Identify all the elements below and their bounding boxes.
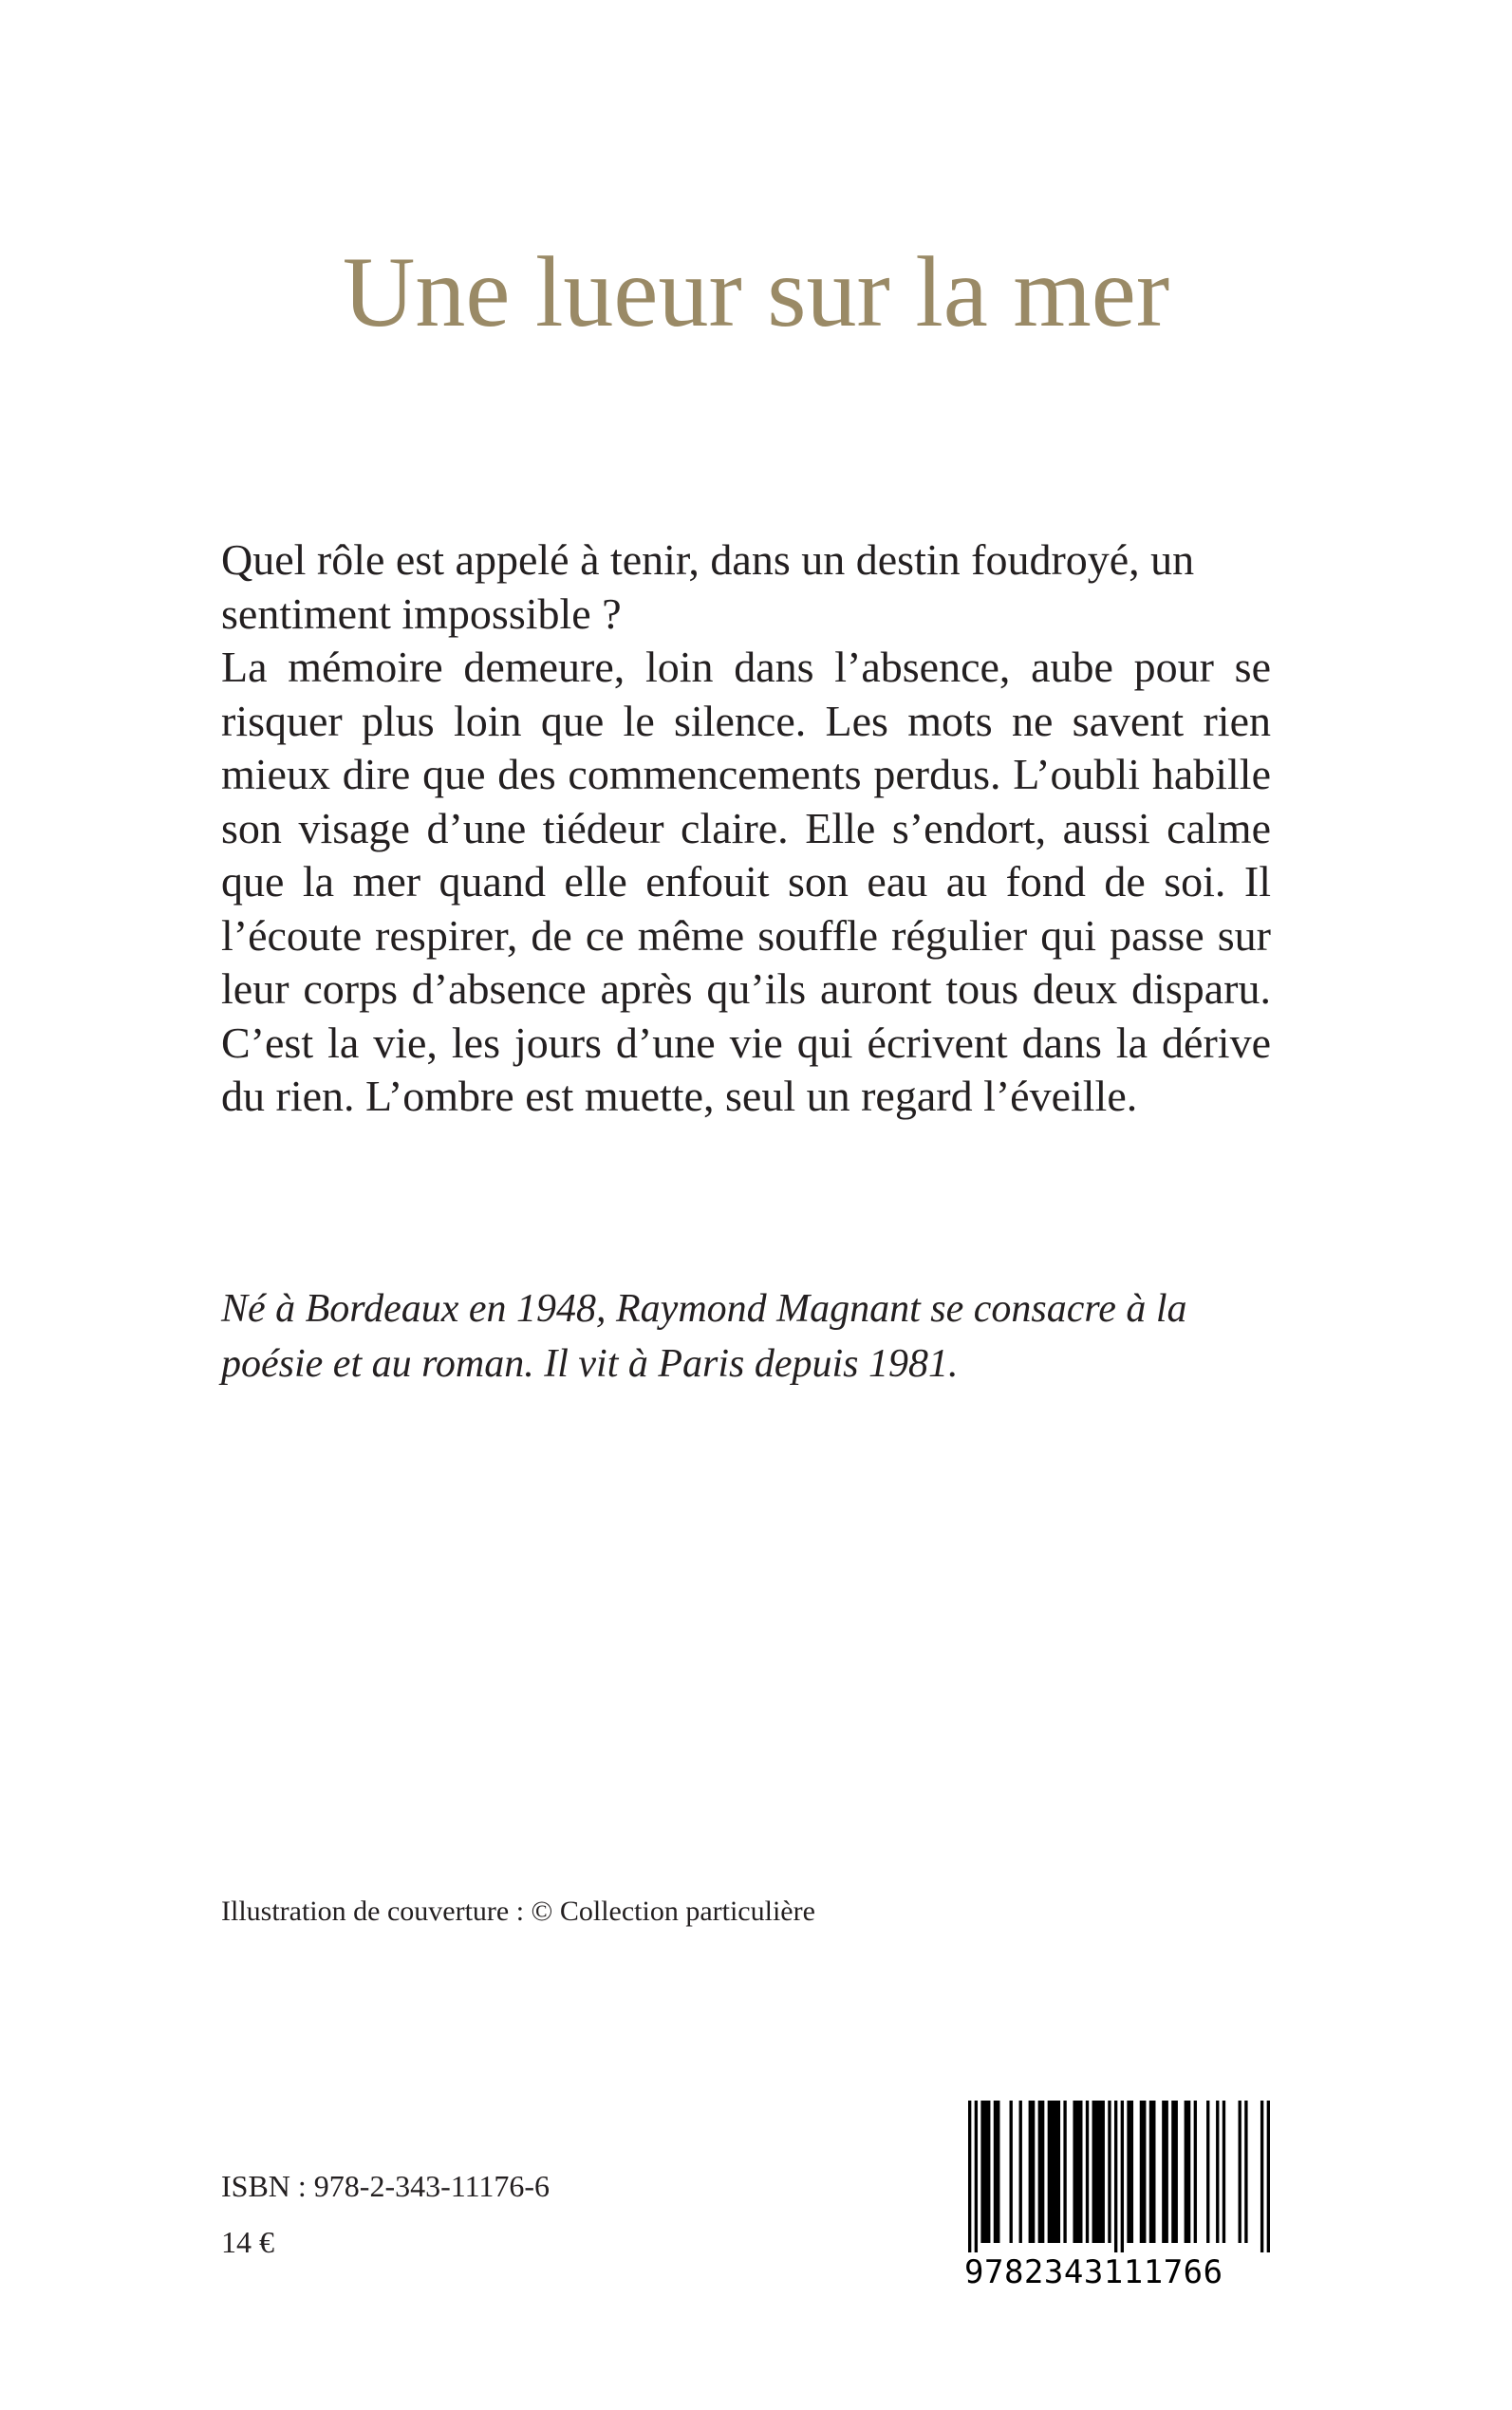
barcode-bar (1239, 2101, 1241, 2243)
barcode-bar (1140, 2101, 1147, 2243)
back-cover-blurb (221, 533, 1271, 1124)
barcode-bar (1010, 2101, 1013, 2243)
barcode-bar (1121, 2101, 1124, 2252)
barcode-bar (1086, 2101, 1089, 2243)
cover-illustration-credit: Illustration de couverture : © Collection particulière (221, 1896, 815, 1927)
isbn-label: ISBN : 978-2-343-11176-6 (221, 2169, 551, 2203)
barcode-bar (1063, 2101, 1066, 2243)
barcode-bar (1260, 2101, 1263, 2252)
barcode-bar (1162, 2101, 1168, 2243)
barcode-bar (1019, 2101, 1022, 2243)
barcode-bar (1029, 2101, 1036, 2243)
barcode-bar (1149, 2101, 1156, 2243)
barcode-bar (1185, 2101, 1191, 2243)
barcode-bar (1092, 2101, 1105, 2243)
barcode-bar (1073, 2101, 1082, 2243)
barcode-bar (1048, 2101, 1060, 2243)
barcode-bar (1267, 2101, 1270, 2252)
barcode-bar (1038, 2101, 1045, 2243)
barcode-bar (968, 2101, 971, 2252)
book-title: Une lueur sur la mer (342, 236, 1170, 347)
barcode-bar (1127, 2101, 1133, 2243)
barcode-digits: 9782343111766 (964, 2253, 1223, 2291)
blurb-body: La mémoire demeure, loin dans l’absence, aube pour se risquer plus loin que le silence. Les mots ne savent rien mieux dire que des commencements perdus. L’oubli habille son visage d’une tiédeur claire. Elle s’endort, aussi calme que la mer quand elle enfouit son eau au fond de soi. Il l’écoute respirer, de ce même souffle régulier qui passe sur leur corps d’absence après qu’ils auront tous deux disparu. C’est la vie, les jours d’une vie qui écrivent dans la dérive du rien. L’ombre est muette, seul un regard l’éveille. (221, 643, 1271, 1120)
barcode-bars (968, 2101, 1270, 2252)
barcode-bar (1244, 2101, 1247, 2243)
barcode-bar (1114, 2101, 1117, 2252)
blurb-question: Quel rôle est appelé à tenir, dans un destin foudroyé, un sentiment impossible ? (221, 535, 1195, 638)
barcode-bar (1223, 2101, 1225, 2243)
barcode-bar (994, 2101, 1000, 2243)
barcode-bar (1216, 2101, 1219, 2243)
barcode-bar (1206, 2101, 1209, 2243)
price-label: 14 € (221, 2225, 274, 2259)
author-bio: Né à Bordeaux en 1948, Raymond Magnant se consacre à la poésie et au roman. Il vit à Paris depuis 1981. (221, 1287, 1187, 1386)
barcode-bar (1171, 2101, 1178, 2243)
barcode-bar (975, 2101, 978, 2252)
barcode-bar (1194, 2101, 1197, 2243)
barcode-bar (980, 2101, 990, 2243)
barcode-bar (1108, 2101, 1111, 2243)
